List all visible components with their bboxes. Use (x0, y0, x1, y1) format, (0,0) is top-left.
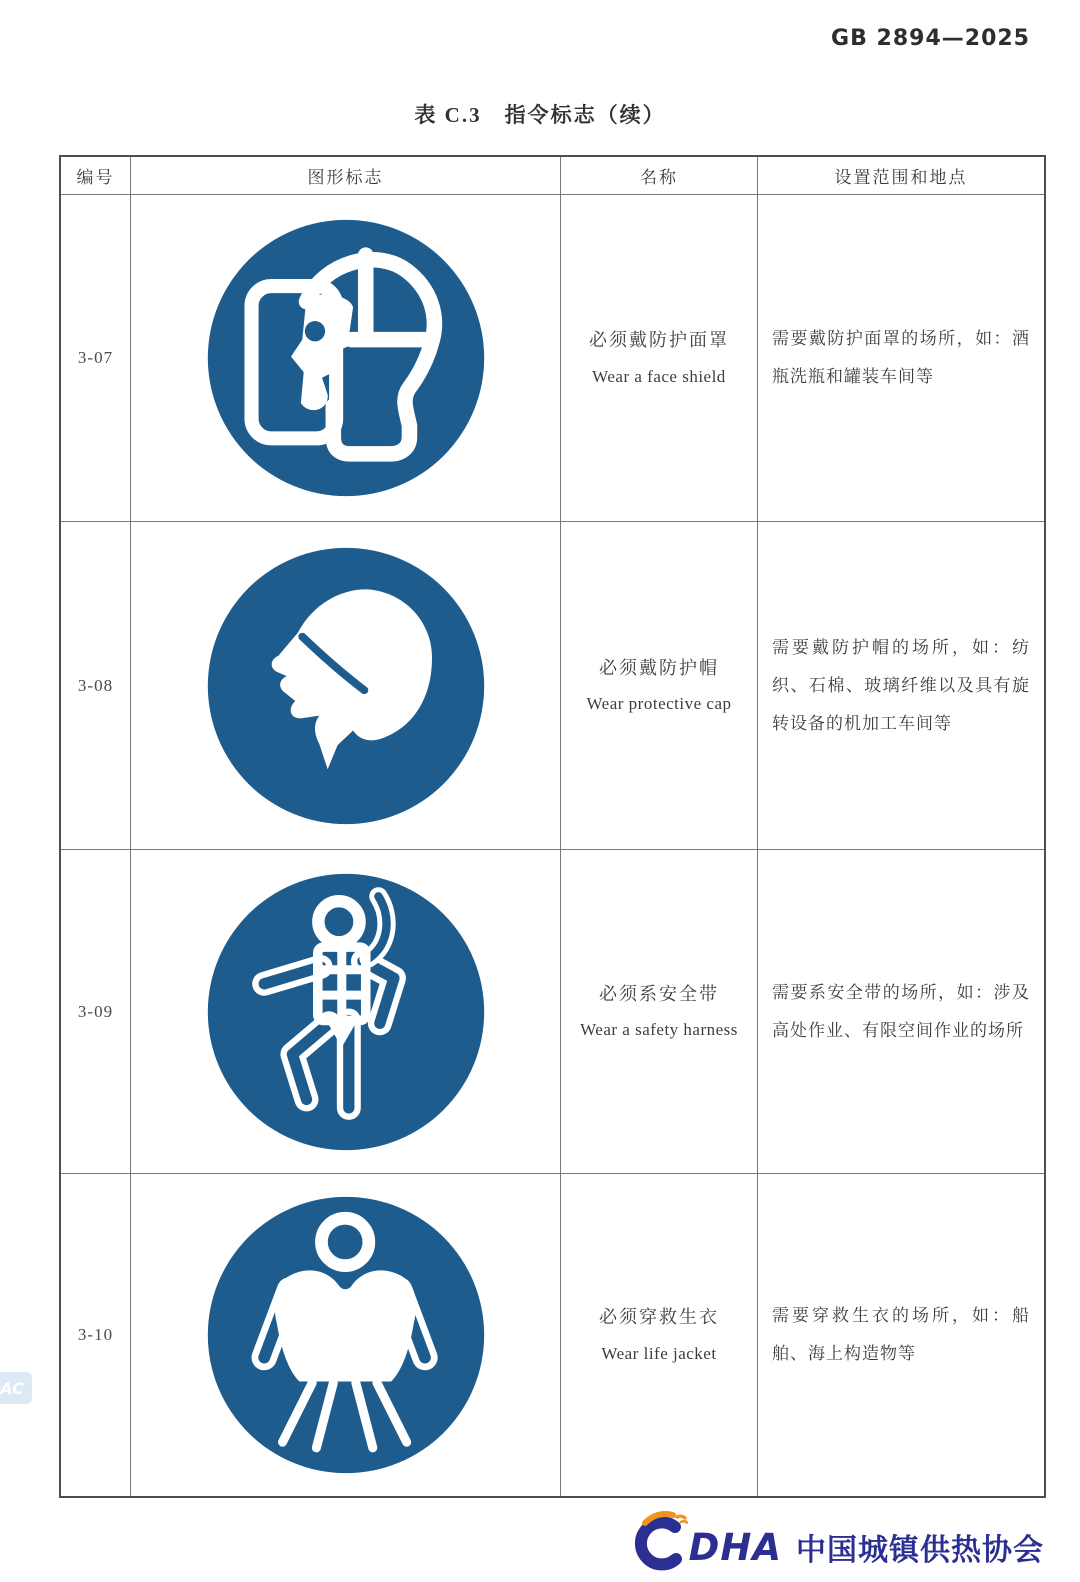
sign-name-cell (561, 522, 758, 849)
sign-name-en: Wear a safety harness (580, 1020, 738, 1040)
sign-name-en: Wear a face shield (592, 366, 726, 386)
wear-face-shield-sign-icon (205, 217, 487, 499)
sign-name-zh: 必须戴防护帽 (599, 657, 719, 678)
sign-name-zh: 必须戴防护面罩 (589, 330, 729, 351)
table-title: 表 C.3 指令标志（续） (414, 103, 666, 127)
sign-name-cell (561, 850, 758, 1173)
sign-id: 3-10 (61, 1174, 131, 1496)
watermark-fragment: AC (0, 1372, 32, 1404)
sign-location-text: 需要戴防护帽的场所，如：纺织、石棉、玻璃纤维以及具有旋转设备的机加工车间等 (772, 637, 1030, 733)
col-header-name: 名称 (561, 157, 758, 194)
col-header-id: 编号 (61, 157, 131, 194)
sign-name-en: Wear protective cap (586, 694, 732, 714)
sign-id: 3-07 (61, 195, 131, 521)
sign-id: 3-09 (61, 850, 131, 1173)
sign-location-cell (758, 522, 1044, 849)
sign-location-text: 需要系安全带的场所，如：涉及高处作业、有限空间作业的场所 (772, 982, 1030, 1040)
standard-code: GB 2894—2025 (831, 26, 1030, 51)
sign-graphic-cell (131, 195, 561, 521)
sign-graphic-cell (131, 1174, 561, 1496)
sign-name-zh: 必须系安全带 (599, 983, 719, 1004)
sign-name-cell (561, 1174, 758, 1496)
col-header-location: 设置范围和地点 (834, 168, 968, 187)
sign-location-cell (758, 850, 1044, 1173)
cdha-logo-icon (623, 1510, 697, 1574)
wear-life-jacket-sign-icon (205, 1194, 487, 1476)
table-row (61, 1174, 1044, 1496)
sign-location-text: 需要穿救生衣的场所，如：船舶、海上构造物等 (772, 1306, 1030, 1363)
sign-location-cell (758, 1174, 1044, 1496)
sign-graphic-cell (131, 850, 561, 1173)
sign-name-cell (561, 195, 758, 521)
wear-protective-cap-sign-icon (205, 545, 487, 827)
col-header-sign: 图形标志 (131, 157, 561, 194)
table-row (61, 522, 1044, 850)
organization-name: 中国城镇供热协会 (796, 1533, 1044, 1568)
table-row (61, 195, 1044, 522)
sign-name-zh: 必须穿救生衣 (599, 1307, 719, 1328)
sign-location-text: 需要戴防护面罩的场所，如：酒瓶洗瓶和罐装车间等 (772, 329, 1030, 386)
sign-name-en: Wear life jacket (601, 1343, 717, 1363)
table-header-row (61, 157, 1044, 195)
logo-letters: DHA (688, 1525, 782, 1569)
sign-graphic-cell (131, 522, 561, 849)
sign-id: 3-08 (61, 522, 131, 849)
wear-safety-harness-sign-icon (205, 871, 487, 1153)
sign-table (59, 155, 1046, 1498)
sign-location-cell (758, 195, 1044, 521)
association-logo (623, 1510, 1044, 1574)
table-row (61, 850, 1044, 1174)
cdha-swoosh-icon (623, 1510, 697, 1574)
